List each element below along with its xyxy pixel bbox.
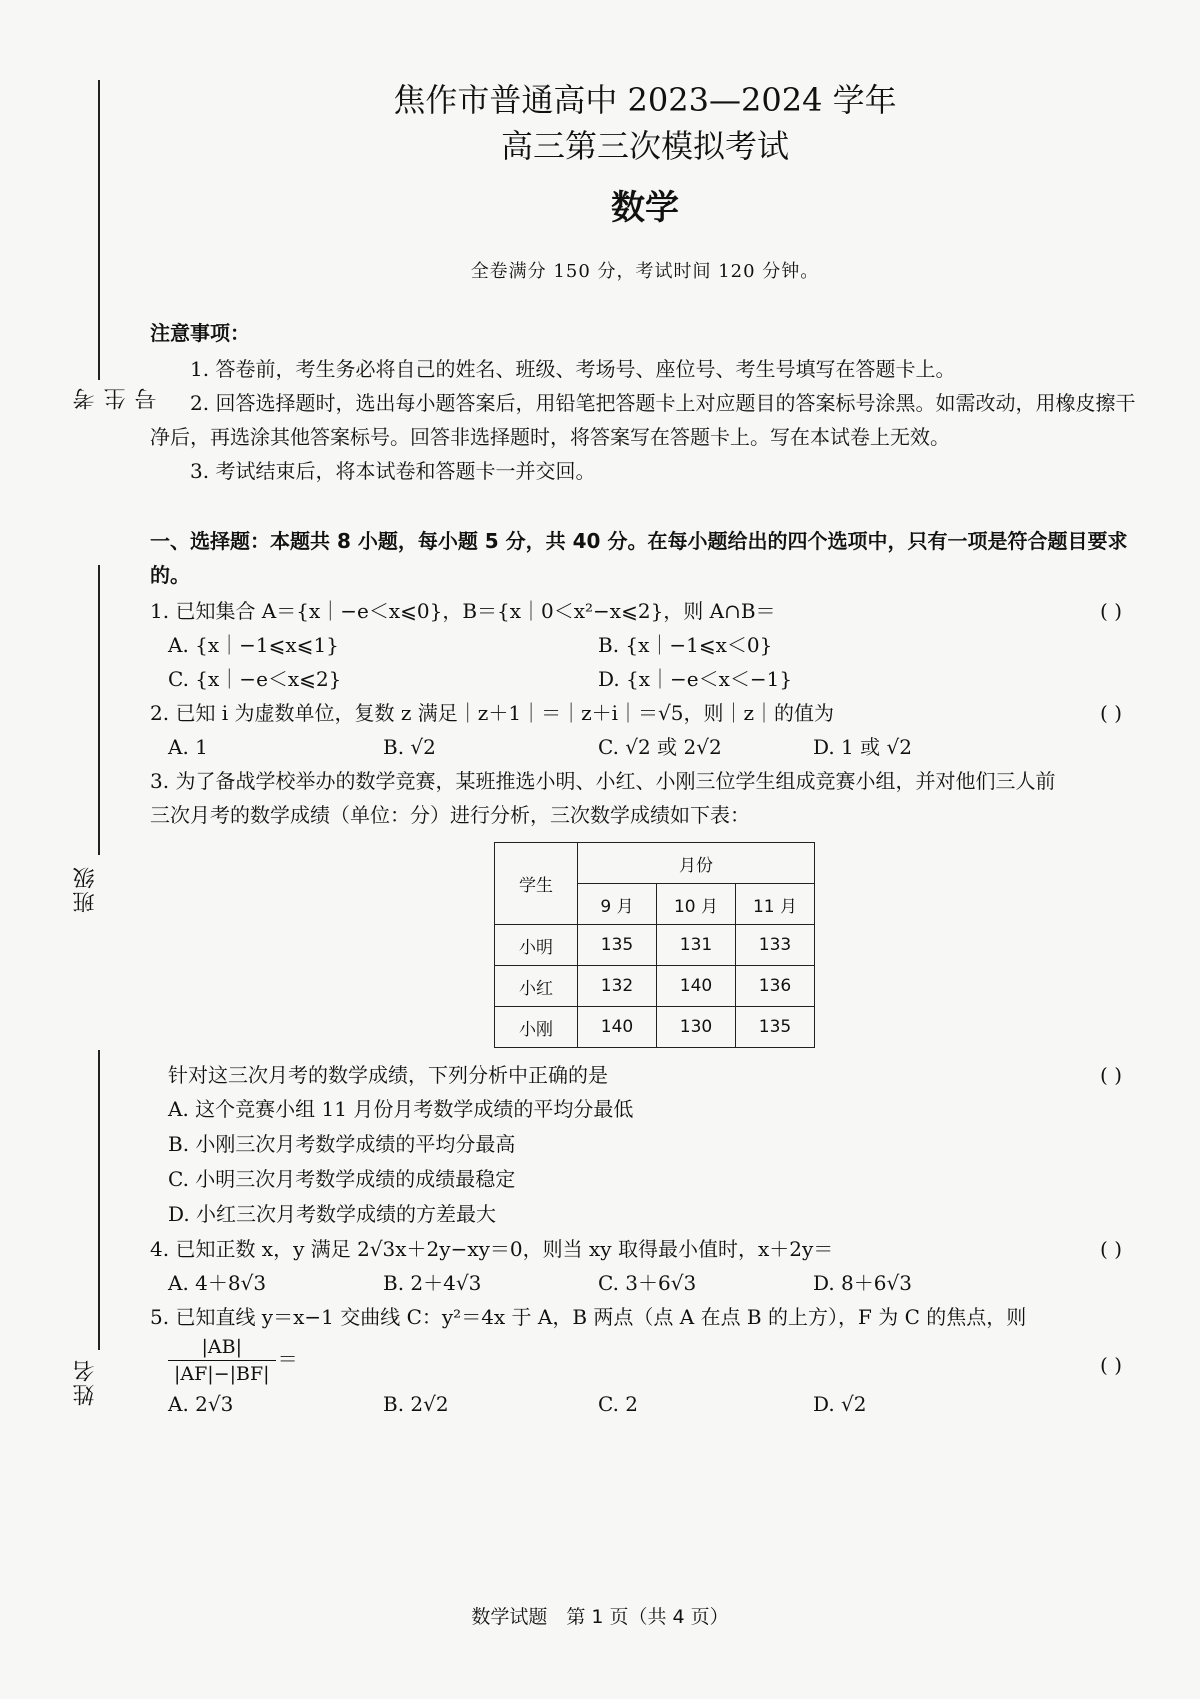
- question-5-stem: [150, 1300, 1140, 1334]
- option-a: A. 这个竞赛小组 11 月份月考数学成绩的平均分最低: [168, 1097, 634, 1121]
- table-month-col: 10 月: [657, 884, 736, 925]
- question-2-options: [150, 730, 1140, 764]
- option-b: B. 2√2: [383, 1392, 449, 1416]
- table-row: [495, 1007, 815, 1048]
- fraction: [168, 1334, 276, 1387]
- score-cell: 140: [657, 966, 736, 1007]
- question-text: 3. 为了备战学校举办的数学竞赛，某班推选小明、小红、小刚三位学生组成竞赛小组，并对他们三人前三次月考的数学成绩（单位：分）进行分析，三次数学成绩如下表：: [150, 769, 1056, 827]
- option-d: D. √2: [813, 1392, 867, 1416]
- name-line: [98, 1050, 100, 1350]
- option-d: D. 8＋6√3: [813, 1271, 912, 1295]
- answer-bracket: ( ): [1100, 599, 1122, 623]
- binding-margin: [62, 80, 160, 1620]
- option-a: A. {x｜−1⩽x⩽1}: [168, 633, 339, 657]
- score-table: [494, 842, 815, 1048]
- table-header-month: 月份: [578, 843, 815, 884]
- question-1-options: [150, 628, 1140, 662]
- option-b: B. {x｜−1⩽x＜0}: [598, 633, 773, 657]
- exam-page: [150, 80, 1140, 1421]
- notice-item: 2. 回答选择题时，选出每小题答案后，用铅笔把答题卡上对应题目的答案标号涂黑。如需改动，用橡皮擦干净后，再选涂其他答案标号。回答非选择题时，将答案写在答题卡上。写在本试卷上无效。: [150, 391, 1136, 449]
- question-5-options: [150, 1387, 1140, 1421]
- option-c: C. √2 或 2√2: [598, 735, 722, 759]
- question-1-options: [150, 662, 1140, 696]
- question-text: 4. 已知正数 x，y 满足 2√3x＋2y−xy＝0，则当 xy 取得最小值时，x＋2y＝: [150, 1237, 834, 1261]
- score-cell: 132: [578, 966, 657, 1007]
- table-row: [495, 966, 815, 1007]
- table-month-col: 11 月: [736, 884, 815, 925]
- name-label: 姓名: [73, 1358, 98, 1406]
- notice-item: 1. 答卷前，考生务必将自己的姓名、班级、考场号、座位号、考生号填写在答题卡上。: [190, 357, 956, 381]
- page-footer: 数学试题 第 1 页（共 4 页）: [471, 1606, 729, 1628]
- option-c: C. 2: [598, 1392, 639, 1416]
- class-label: 班级: [73, 865, 98, 913]
- question-text: 5. 已知直线 y＝x−1 交曲线 C：y²＝4x 于 A，B 两点（点 A 在点 B 的上方），F 为 C 的焦点，则: [150, 1305, 1027, 1329]
- question-3-prompt: [150, 1058, 1140, 1092]
- exam-title-line1: 焦作市普通高中 2023—2024 学年: [393, 81, 897, 119]
- question-text: 2. 已知 i 为虚数单位，复数 z 满足｜z＋1｜＝｜z＋i｜＝√5，则｜z｜的值为: [150, 701, 835, 725]
- exam-title-line2: 高三第三次模拟考试: [500, 127, 789, 165]
- answer-bracket: ( ): [1100, 1237, 1122, 1261]
- score-cell: 135: [578, 925, 657, 966]
- score-cell: 135: [736, 1007, 815, 1048]
- table-header-student: 学生: [495, 843, 578, 925]
- class-field: [62, 565, 112, 935]
- option-d: D. {x｜−e＜x＜−1}: [598, 667, 793, 691]
- option-b: B. √2: [383, 735, 436, 759]
- question-text: 针对这三次月考的数学成绩，下列分析中正确的是: [168, 1063, 608, 1087]
- score-cell: 140: [578, 1007, 657, 1048]
- option-d: D. 1 或 √2: [813, 735, 912, 759]
- option-a: A. 1: [168, 735, 208, 759]
- exam-id-field: [62, 80, 160, 410]
- score-cell: 136: [736, 966, 815, 1007]
- question-2-stem: [150, 696, 1140, 730]
- question-text: 1. 已知集合 A＝{x｜−e＜x⩽0}，B＝{x｜0＜x²−x⩽2}，则 A∩B＝: [150, 599, 776, 623]
- answer-bracket: ( ): [1100, 1353, 1122, 1377]
- exam-id-label: 考生号: [73, 386, 160, 410]
- score-cell: 131: [657, 925, 736, 966]
- question-3-options: [150, 1092, 1140, 1232]
- question-5-fraction-line: [150, 1334, 1140, 1387]
- table-month-col: 9 月: [578, 884, 657, 925]
- student-name: 小红: [495, 966, 578, 1007]
- option-a: A. 4＋8√3: [168, 1271, 267, 1295]
- student-name: 小刚: [495, 1007, 578, 1048]
- fraction-denominator: |AF|−|BF|: [174, 1363, 270, 1385]
- exam-id-line: [98, 80, 100, 380]
- option-c: C. 3＋6√3: [598, 1271, 697, 1295]
- student-name: 小明: [495, 925, 578, 966]
- question-4-stem: [150, 1232, 1140, 1266]
- option-d: D. 小红三次月考数学成绩的方差最大: [168, 1202, 497, 1226]
- option-c: C. 小明三次月考数学成绩的成绩最稳定: [168, 1167, 516, 1191]
- score-cell: 133: [736, 925, 815, 966]
- notice-title: 注意事项：: [150, 321, 250, 345]
- question-1-stem: [150, 594, 1140, 628]
- fraction-equals: ＝: [277, 1347, 298, 1371]
- option-c: C. {x｜−e＜x⩽2}: [168, 667, 342, 691]
- class-line: [98, 565, 100, 855]
- score-info: 全卷满分 150 分，考试时间 120 分钟。: [470, 261, 820, 282]
- score-cell: 130: [657, 1007, 736, 1048]
- question-4-options: [150, 1266, 1140, 1300]
- option-b: B. 2＋4√3: [383, 1271, 482, 1295]
- section-heading: 一、选择题：本题共 8 小题，每小题 5 分，共 40 分。在每小题给出的四个选项中，只有一项是符合题目要求的。: [150, 529, 1128, 587]
- question-3-stem: [150, 764, 1140, 832]
- table-row: [495, 925, 815, 966]
- answer-bracket: ( ): [1100, 1063, 1122, 1087]
- subject-title: 数学: [611, 188, 679, 228]
- name-field: [62, 1050, 112, 1470]
- fraction-numerator: |AB|: [168, 1334, 276, 1361]
- option-b: B. 小刚三次月考数学成绩的平均分最高: [168, 1132, 516, 1156]
- option-a: A. 2√3: [168, 1392, 234, 1416]
- answer-bracket: ( ): [1100, 701, 1122, 725]
- notice-item: 3. 考试结束后，将本试卷和答题卡一并交回。: [190, 459, 596, 483]
